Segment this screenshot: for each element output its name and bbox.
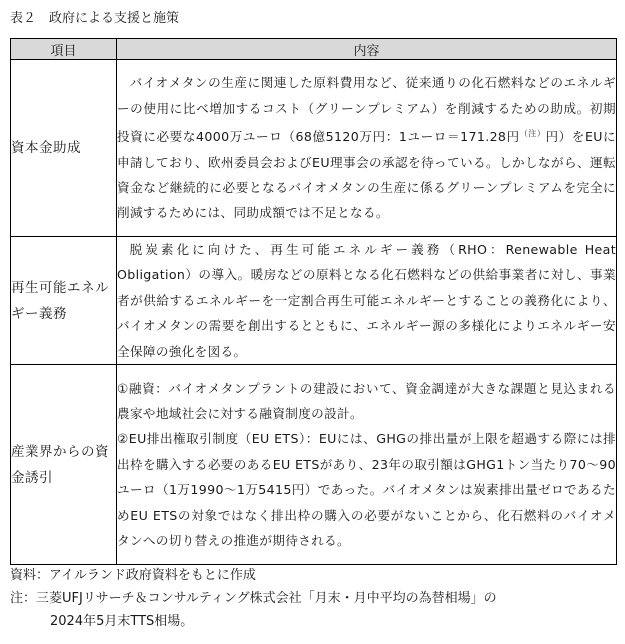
- support-measures-table: [10, 38, 617, 565]
- table-caption: 表２ 政府による支援と施策: [10, 11, 180, 26]
- note-marker: （注）: [519, 129, 546, 139]
- industry-funding-item-2: ②EU排出権取引制度（EU ETS）：EUには、GHGの排出量が上限を超過する際には排出枠を購入する必要のあるEU ETSがあり、23年の取引額はGHG1トン当たり70～90ユーロ（1万1990～1万5415円）であった。バイオメタンは炭素排出量ゼロであるためEU ETSの対象ではなく排出枠の購入の必要がないことから、化石燃料のバイオメタンへの切り替えの推進が期待される。: [117, 431, 616, 549]
- source-note: 資料：アイルランド政府資料をもとに作成: [10, 568, 256, 583]
- exchange-rate-note: 注：三菱UFJリサーチ＆コンサルティング株式会社「月末・月中平均の為替相場」の: [10, 591, 497, 606]
- industry-funding-item-1: ①融資：バイオメタンプラントの建設において、資金調達が大きな課題と見込まれる農家や地域社会に対する融資制度の設計。: [117, 380, 616, 422]
- table-row: [11, 365, 617, 565]
- capital-grant-text-b: 円）をEUに申請しており、欧州委員会およびEU理事会の承認を待っている。しかしながら、運転資金など継続的に必要となるバイオメタンの生産に係るグリーンプレミアムを完全に削減するためには、同助成額では不足となる。: [117, 129, 616, 221]
- header-item: 項目: [11, 39, 117, 60]
- table-row: [11, 237, 617, 365]
- renewable-obligation-text: 脱炭素化に向けた、再生可能エネルギー義務（RHO：Renewable Heat Obligation）の導入。暖房などの原料となる化石燃料などの供給事業者に対し、事業者が供給するエネルギーを一定割合再生可能エネルギーとすることの義務化により、バイオメタンの需要を創出するとともに、エネルギー源の多様化によりエネルギー安全保障の強化を図る。: [117, 242, 616, 359]
- header-content: 内容: [117, 39, 617, 60]
- capital-grant-text-a: バイオメタンの生産に関連した原料費用など、従来通りの化石燃料などのエネルギーの使用に比べ増加するコスト（グリーンプレミアム）を削減するための助成。初期投資に必要な4000万ユーロ（68億5120万円：1ユーロ＝171.28円: [117, 75, 616, 145]
- row-content-renewable-obligation: [117, 237, 617, 365]
- row-content-industry-funding: [117, 365, 617, 565]
- table-header-row: [11, 39, 617, 60]
- exchange-rate-note-cont: 2024年5月末TTS相場。: [50, 614, 194, 629]
- row-content-capital-grant: [117, 60, 617, 237]
- row-label-renewable-obligation: 再生可能エネルギー義務: [11, 237, 117, 365]
- table-row: [11, 60, 617, 237]
- row-label-capital-grant: 資本金助成: [11, 60, 117, 237]
- footnotes: [10, 564, 497, 633]
- row-label-industry-funding: 産業界からの資金誘引: [11, 365, 117, 565]
